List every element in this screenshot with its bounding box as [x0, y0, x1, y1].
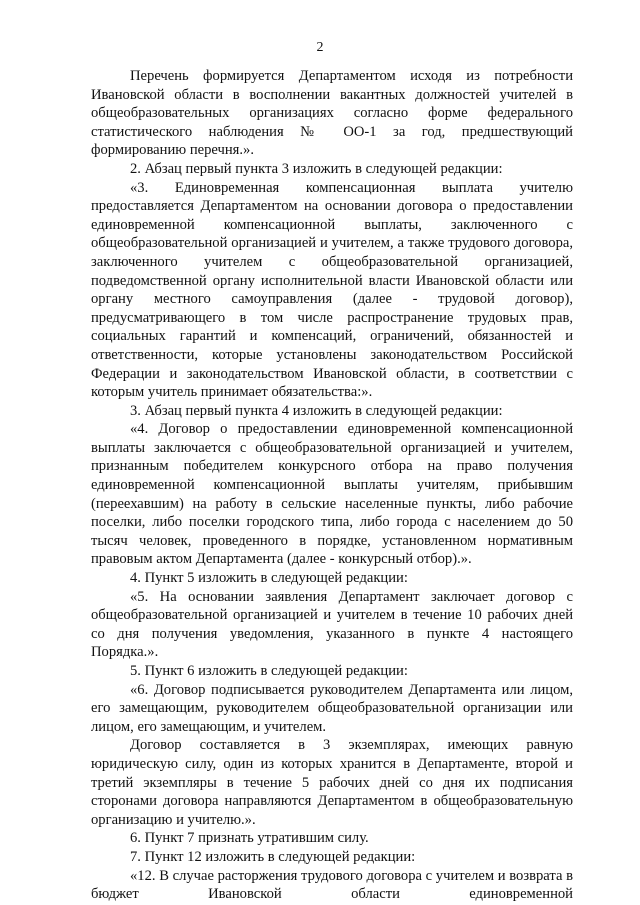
- paragraph-clause-6-signing: «6. Договор подписывается руководителем Департамента или лицом, его замещающим, руководителем общеобразовательной организации или лицом, его замещающим, и учителем.: [91, 681, 573, 735]
- paragraph-amendment-2: 2. Абзац первый пункта 3 изложить в следующей редакции:: [130, 160, 503, 177]
- paragraph-list-formation: Перечень формируется Департаментом исходя из потребности Ивановской области в восполнении вакантных должностей учителей в общеобразовательных организациях согласно форме федерального статистического наблюдения № ОО-1 за год, предшествующий формированию перечня.».: [91, 68, 573, 159]
- paragraph-amendment-3: 3. Абзац первый пункта 4 изложить в следующей редакции:: [130, 402, 503, 419]
- page-number: 2: [316, 40, 324, 55]
- paragraph-clause-4: «4. Договор о предоставлении единовременной компенсационной выплаты заключается с общеобразовательной организацией и учителем, признанным победителем конкурсного отбора на право получения единовременной компенсационной выплаты учителям, прибывшим (переехавшим) на работу в сельские населенные пункты, либо рабочие поселки, либо поселки городского типа, либо города с населением до 50 тысяч человек, проведенного в порядке, установленном нормативным правовым актом Департамента (далее - конкурсный отбор).».: [91, 421, 573, 568]
- paragraph-clause-12: «12. В случае расторжения трудового договора с учителем и возврата в бюджет Ивановской области единовременной: [91, 867, 573, 903]
- paragraph-clause-5: «5. На основании заявления Департамент заключает договор с общеобразовательной организацией и учителем в течение 10 рабочих дней со дня получения уведомления, указанного в пункте 4 настоящего Порядка.».: [91, 588, 573, 661]
- paragraph-amendment-6: 6. Пункт 7 признать утратившим силу.: [130, 830, 369, 847]
- paragraph-amendment-7: 7. Пункт 12 изложить в следующей редакции:: [130, 848, 416, 865]
- paragraph-amendment-4: 4. Пункт 5 изложить в следующей редакции:: [130, 570, 408, 587]
- paragraph-clause-3: «3. Единовременная компенсационная выплата учителю предоставляется Департаментом на основании договора о предоставлении единовременной компенсационной выплаты, заключенного с общеобразовательной организацией и учителем, а также трудового договора, заключенного учителем с общеобразовательной организацией, подведомственной органу исполнительной власти Ивановской области или органу местного самоуправления (далее - трудовой договор), предусматривающего в том числе распространение трудовых прав, социальных гарантий и компенсаций, ограничений, обязанностей и ответственности, которые установлены законодательством Российской Федерации и законодательством Ивановской области, в соответствии с которым учитель принимает обязательства:».: [91, 179, 573, 401]
- paragraph-amendment-5: 5. Пункт 6 изложить в следующей редакции:: [130, 663, 408, 679]
- document-body: [91, 67, 573, 904]
- paragraph-clause-6-copies: Договор составляется в 3 экземплярах, имеющих равную юридическую силу, один из которых хранится в Департаменте, второй и третий экземпляры в течение 5 рабочих дней со дня их подписания сторонами договора направляются Департаментом в общеобразовательную организацию и учителю.».: [91, 737, 573, 828]
